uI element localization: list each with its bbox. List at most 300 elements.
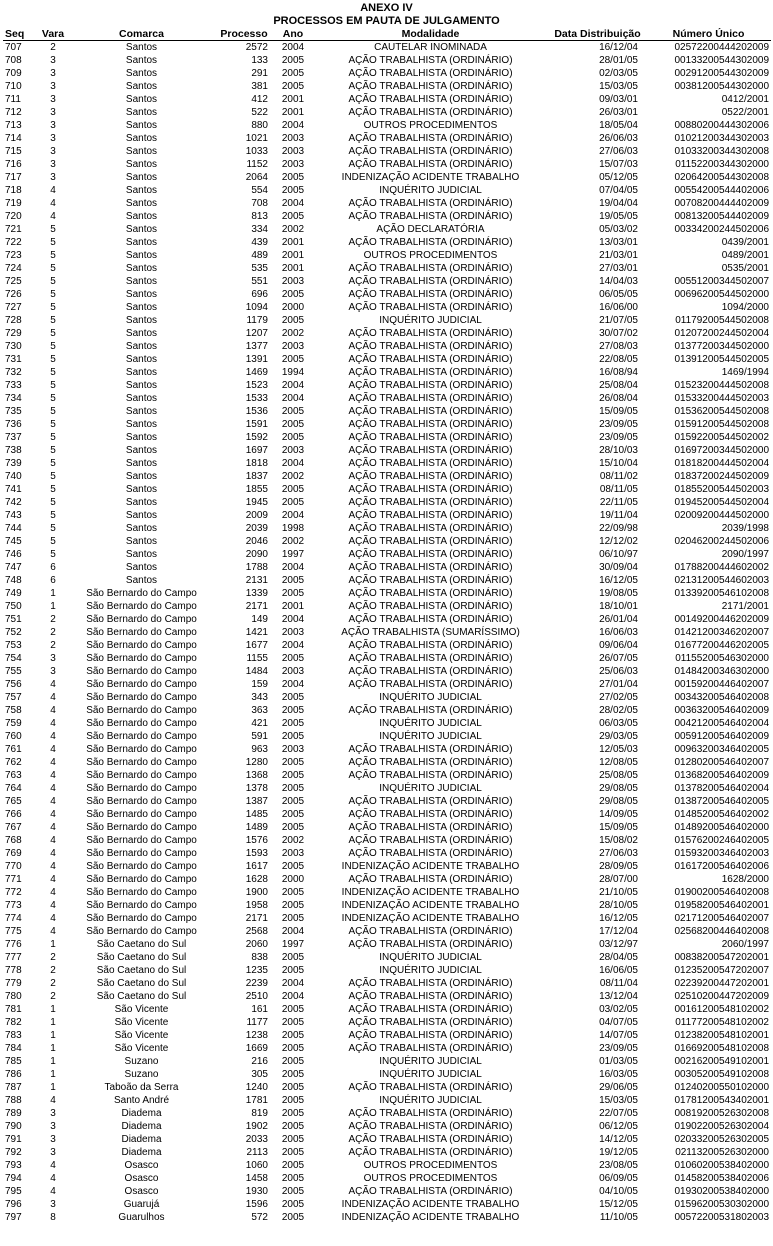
cell-ano: 2005 <box>281 861 305 872</box>
cell-seq: 735 <box>5 406 22 417</box>
cell-seq: 784 <box>5 1043 22 1054</box>
cell-vara: 8 <box>50 1212 56 1223</box>
cell-processo: 1902 <box>245 1121 268 1132</box>
cell-processo: 1592 <box>245 432 268 443</box>
cell-vara: 3 <box>50 55 56 66</box>
cell-comarca: Santos <box>125 159 158 170</box>
cell-processo: 554 <box>251 185 268 196</box>
cell-comarca: São Bernardo do Campo <box>86 926 197 937</box>
cell-processo: 1280 <box>245 757 268 768</box>
cell-processo: 2568 <box>245 926 268 937</box>
cell-seq: 764 <box>5 783 22 794</box>
cell-processo: 1368 <box>245 770 268 781</box>
cell-ano: 2005 <box>281 783 305 794</box>
cell-comarca: Osasco <box>124 1160 159 1171</box>
cell-seq: 783 <box>5 1030 22 1041</box>
cell-ano: 2000 <box>281 302 305 313</box>
cell-data-distribuicao: 21/07/05 <box>599 315 638 326</box>
cell-numero-unico: 0535/2001 <box>721 263 769 274</box>
cell-data-distribuicao: 18/05/04 <box>599 120 638 131</box>
cell-comarca: Diadema <box>121 1147 162 1158</box>
cell-seq: 707 <box>5 42 22 53</box>
cell-ano: 2002 <box>281 536 305 547</box>
cell-data-distribuicao: 16/06/00 <box>599 302 638 313</box>
table-row <box>3 1198 771 1211</box>
cell-comarca: Santos <box>125 458 158 469</box>
cell-comarca: Santos <box>125 237 158 248</box>
cell-numero-unico: 01900200546402008 <box>674 887 769 898</box>
cell-seq: 776 <box>5 939 22 950</box>
cell-numero-unico: 01368200546402009 <box>674 770 769 781</box>
table-row <box>3 431 771 444</box>
cell-numero-unico: 00591200546402009 <box>674 731 769 742</box>
cell-ano: 2003 <box>281 159 305 170</box>
cell-data-distribuicao: 06/05/05 <box>599 289 638 300</box>
table-row <box>3 340 771 353</box>
cell-ano: 2004 <box>281 978 305 989</box>
cell-numero-unico: 01596200530302000 <box>674 1199 769 1210</box>
cell-vara: 2 <box>50 627 56 638</box>
cell-seq: 796 <box>5 1199 22 1210</box>
cell-vara: 3 <box>50 107 56 118</box>
table-row <box>3 938 771 951</box>
cell-comarca: Santos <box>125 302 158 313</box>
cell-modalidade: AÇÃO TRABALHISTA (ORDINÁRIO) <box>348 549 513 560</box>
cell-processo: 1818 <box>245 458 268 469</box>
cell-ano: 2005 <box>281 900 305 911</box>
cell-processo: 880 <box>251 120 268 131</box>
cell-processo: 1523 <box>245 380 268 391</box>
cell-comarca: São Bernardo do Campo <box>86 822 197 833</box>
cell-data-distribuicao: 27/06/03 <box>599 146 638 157</box>
cell-ano: 2004 <box>281 926 305 937</box>
cell-data-distribuicao: 07/04/05 <box>599 185 638 196</box>
cell-modalidade: AÇÃO TRABALHISTA (ORDINÁRIO) <box>348 341 513 352</box>
cell-processo: 591 <box>251 731 268 742</box>
cell-ano: 2005 <box>281 913 305 924</box>
cell-comarca: São Bernardo do Campo <box>86 731 197 742</box>
cell-comarca: São Bernardo do Campo <box>86 705 197 716</box>
cell-comarca: Santos <box>125 575 158 586</box>
cell-numero-unico: 01669200548102008 <box>674 1043 769 1054</box>
table-row <box>3 327 771 340</box>
cell-ano: 2003 <box>281 744 305 755</box>
cell-data-distribuicao: 16/12/05 <box>599 575 638 586</box>
table-row <box>3 964 771 977</box>
cell-modalidade: AÇÃO TRABALHISTA (ORDINÁRIO) <box>348 536 513 547</box>
cell-comarca: Santos <box>125 354 158 365</box>
table-row <box>3 236 771 249</box>
cell-ano: 2005 <box>281 1056 305 1067</box>
cell-modalidade: AÇÃO TRABALHISTA (ORDINÁRIO) <box>348 1043 513 1054</box>
cell-modalidade: AÇÃO TRABALHISTA (ORDINÁRIO) <box>348 809 513 820</box>
cell-modalidade: AÇÃO TRABALHISTA (ORDINÁRIO) <box>348 640 513 651</box>
cell-modalidade: INQUÉRITO JUDICIAL <box>379 692 482 703</box>
cell-vara: 3 <box>50 1199 56 1210</box>
cell-vara: 4 <box>50 809 56 820</box>
cell-ano: 2005 <box>281 1004 305 1015</box>
cell-data-distribuicao: 22/11/05 <box>599 497 638 508</box>
table-row <box>3 860 771 873</box>
cell-vara: 4 <box>50 874 56 885</box>
cell-data-distribuicao: 08/11/04 <box>599 978 638 989</box>
cell-comarca: São Caetano do Sul <box>96 952 187 963</box>
cell-ano: 2005 <box>281 315 305 326</box>
cell-modalidade: INQUÉRITO JUDICIAL <box>379 783 482 794</box>
cell-comarca: Santos <box>125 81 158 92</box>
table-row <box>3 769 771 782</box>
cell-ano: 2005 <box>281 1121 305 1132</box>
cell-modalidade: OUTROS PROCEDIMENTOS <box>363 250 498 261</box>
cell-seq: 742 <box>5 497 22 508</box>
cell-data-distribuicao: 19/04/04 <box>599 198 638 209</box>
cell-numero-unico: 02064200544302008 <box>674 172 769 183</box>
cell-comarca: Osasco <box>124 1186 159 1197</box>
cell-vara: 1 <box>50 1056 56 1067</box>
cell-numero-unico: 01523200444502008 <box>674 380 769 391</box>
cell-modalidade: AÇÃO TRABALHISTA (ORDINÁRIO) <box>348 562 513 573</box>
cell-numero-unico: 01485200546402002 <box>674 809 769 820</box>
table-row <box>3 171 771 184</box>
cell-processo: 2060 <box>245 939 268 950</box>
cell-ano: 2003 <box>281 666 305 677</box>
cell-seq: 736 <box>5 419 22 430</box>
table-row <box>3 925 771 938</box>
table-row <box>3 678 771 691</box>
cell-numero-unico: 01818200444502004 <box>674 458 769 469</box>
cell-numero-unico: 01060200538402000 <box>674 1160 769 1171</box>
cell-ano: 2004 <box>281 458 305 469</box>
table-row <box>3 808 771 821</box>
table-row <box>3 704 771 717</box>
cell-data-distribuicao: 15/09/05 <box>599 406 638 417</box>
cell-vara: 3 <box>50 653 56 664</box>
cell-processo: 1788 <box>245 562 268 573</box>
table-row <box>3 54 771 67</box>
cell-modalidade: AÇÃO TRABALHISTA (ORDINÁRIO) <box>348 1108 513 1119</box>
cell-data-distribuicao: 28/10/03 <box>599 445 638 456</box>
cell-data-distribuicao: 15/10/04 <box>599 458 638 469</box>
cell-vara: 3 <box>50 133 56 144</box>
cell-seq: 728 <box>5 315 22 326</box>
cell-data-distribuicao: 27/02/05 <box>599 692 638 703</box>
cell-numero-unico: 02239200447202001 <box>674 978 769 989</box>
cell-data-distribuicao: 09/03/01 <box>599 94 638 105</box>
cell-ano: 2005 <box>281 718 305 729</box>
cell-modalidade: AÇÃO TRABALHISTA (ORDINÁRIO) <box>348 471 513 482</box>
cell-data-distribuicao: 30/07/02 <box>599 328 638 339</box>
cell-processo: 813 <box>251 211 268 222</box>
cell-processo: 2171 <box>245 601 268 612</box>
table-row <box>3 184 771 197</box>
cell-processo: 2090 <box>245 549 268 560</box>
cell-modalidade: AÇÃO TRABALHISTA (ORDINÁRIO) <box>348 133 513 144</box>
cell-vara: 4 <box>50 211 56 222</box>
cell-modalidade: AÇÃO TRABALHISTA (ORDINÁRIO) <box>348 354 513 365</box>
cell-numero-unico: 00291200544302009 <box>674 68 769 79</box>
cell-comarca: São Bernardo do Campo <box>86 887 197 898</box>
cell-modalidade: AÇÃO TRABALHISTA (ORDINÁRIO) <box>348 614 513 625</box>
cell-ano: 2005 <box>281 692 305 703</box>
cell-seq: 729 <box>5 328 22 339</box>
cell-vara: 2 <box>50 978 56 989</box>
cell-processo: 161 <box>251 1004 268 1015</box>
cell-ano: 2003 <box>281 627 305 638</box>
header-comarca: Comarca <box>69 28 214 41</box>
cell-modalidade: AÇÃO TRABALHISTA (ORDINÁRIO) <box>348 94 513 105</box>
cell-modalidade: AÇÃO TRABALHISTA (ORDINÁRIO) <box>348 1004 513 1015</box>
cell-vara: 3 <box>50 1108 56 1119</box>
cell-numero-unico: 01387200546402005 <box>674 796 769 807</box>
cell-numero-unico: 02510200447202009 <box>674 991 769 1002</box>
cell-numero-unico: 01781200543402001 <box>674 1095 769 1106</box>
cell-processo: 2239 <box>245 978 268 989</box>
cell-numero-unico: 0522/2001 <box>721 107 769 118</box>
cell-modalidade: AÇÃO TRABALHISTA (ORDINÁRIO) <box>348 406 513 417</box>
cell-processo: 2033 <box>245 1134 268 1145</box>
cell-ano: 2005 <box>281 1043 305 1054</box>
cell-comarca: Osasco <box>124 1173 159 1184</box>
cell-comarca: Santos <box>125 198 158 209</box>
cell-numero-unico: 01593200346402003 <box>674 848 769 859</box>
table-row <box>3 1211 771 1224</box>
cell-seq: 715 <box>5 146 22 157</box>
table-row <box>3 561 771 574</box>
cell-modalidade: AÇÃO TRABALHISTA (ORDINÁRIO) <box>348 432 513 443</box>
cell-comarca: Diadema <box>121 1134 162 1145</box>
cell-numero-unico: 01152200344302000 <box>675 159 769 170</box>
table-row <box>3 93 771 106</box>
cell-ano: 2004 <box>281 640 305 651</box>
table-row <box>3 80 771 93</box>
cell-comarca: Santos <box>125 393 158 404</box>
table-row <box>3 1120 771 1133</box>
cell-data-distribuicao: 13/12/04 <box>599 991 638 1002</box>
cell-ano: 2005 <box>281 1030 305 1041</box>
cell-modalidade: AÇÃO TRABALHISTA (ORDINÁRIO) <box>348 744 513 755</box>
cell-data-distribuicao: 12/05/03 <box>599 744 638 755</box>
cell-seq: 734 <box>5 393 22 404</box>
cell-numero-unico: 01591200544502008 <box>674 419 769 430</box>
cell-ano: 2004 <box>281 42 305 53</box>
cell-data-distribuicao: 28/01/05 <box>599 55 638 66</box>
cell-modalidade: AÇÃO TRABALHISTA (ORDINÁRIO) <box>348 939 513 950</box>
table-row <box>3 821 771 834</box>
cell-data-distribuicao: 06/10/97 <box>599 549 638 560</box>
cell-seq: 781 <box>5 1004 22 1015</box>
table-row <box>3 652 771 665</box>
cell-ano: 2004 <box>281 991 305 1002</box>
cell-ano: 2001 <box>281 263 305 274</box>
cell-seq: 768 <box>5 835 22 846</box>
cell-numero-unico: 01617200546402006 <box>674 861 769 872</box>
cell-ano: 2005 <box>281 172 305 183</box>
cell-seq: 724 <box>5 263 22 274</box>
cell-seq: 774 <box>5 913 22 924</box>
cell-modalidade: AÇÃO TRABALHISTA (ORDINÁRIO) <box>348 874 513 885</box>
cell-data-distribuicao: 28/10/05 <box>599 900 638 911</box>
cell-vara: 5 <box>50 263 56 274</box>
cell-numero-unico: 01377200344502000 <box>674 341 769 352</box>
cell-numero-unico: 01177200548102002 <box>675 1017 769 1028</box>
cell-comarca: Santos <box>125 549 158 560</box>
cell-ano: 2005 <box>281 965 305 976</box>
cell-numero-unico: 01155200546302000 <box>675 653 769 664</box>
cell-data-distribuicao: 14/09/05 <box>599 809 638 820</box>
cell-data-distribuicao: 14/07/05 <box>599 1030 638 1041</box>
cell-ano: 2005 <box>281 1147 305 1158</box>
cell-ano: 2005 <box>281 406 305 417</box>
cell-modalidade: AÇÃO TRABALHISTA (ORDINÁRIO) <box>348 302 513 313</box>
table-row <box>3 509 771 522</box>
table-row <box>3 444 771 457</box>
cell-data-distribuicao: 19/11/04 <box>599 510 638 521</box>
cell-numero-unico: 01576200246402005 <box>674 835 769 846</box>
cell-data-distribuicao: 21/10/05 <box>599 887 638 898</box>
cell-vara: 5 <box>50 224 56 235</box>
cell-seq: 759 <box>5 718 22 729</box>
cell-processo: 1152 <box>246 159 268 170</box>
table-row <box>3 392 771 405</box>
cell-ano: 2001 <box>281 601 305 612</box>
cell-modalidade: INDENIZAÇÃO ACIDENTE TRABALHO <box>341 861 520 872</box>
cell-data-distribuicao: 18/10/01 <box>599 601 638 612</box>
table-row <box>3 912 771 925</box>
cell-vara: 3 <box>50 1134 56 1145</box>
cell-modalidade: OUTROS PROCEDIMENTOS <box>363 1173 498 1184</box>
cell-data-distribuicao: 16/08/94 <box>599 367 638 378</box>
cell-processo: 535 <box>251 263 268 274</box>
cell-numero-unico: 00216200549102001 <box>674 1056 769 1067</box>
cell-vara: 2 <box>50 965 56 976</box>
cell-ano: 2005 <box>281 1095 305 1106</box>
cell-comarca: São Vicente <box>114 1043 169 1054</box>
cell-comarca: Santos <box>125 276 158 287</box>
cell-ano: 2005 <box>281 952 305 963</box>
cell-vara: 2 <box>50 614 56 625</box>
cell-vara: 5 <box>50 549 56 560</box>
cell-ano: 2005 <box>281 809 305 820</box>
cell-processo: 2510 <box>245 991 268 1002</box>
cell-data-distribuicao: 01/03/05 <box>599 1056 638 1067</box>
cell-vara: 5 <box>50 250 56 261</box>
cell-modalidade: INQUÉRITO JUDICIAL <box>379 1095 482 1106</box>
cell-vara: 4 <box>50 1173 56 1184</box>
cell-seq: 711 <box>5 94 21 105</box>
cell-ano: 2005 <box>281 185 305 196</box>
cell-numero-unico: 00880200444302006 <box>674 120 769 131</box>
cell-ano: 2001 <box>281 94 305 105</box>
cell-modalidade: AÇÃO TRABALHISTA (ORDINÁRIO) <box>348 1186 513 1197</box>
cell-modalidade: INQUÉRITO JUDICIAL <box>379 185 482 196</box>
cell-seq: 785 <box>5 1056 22 1067</box>
cell-seq: 738 <box>5 445 22 456</box>
cell-vara: 5 <box>50 341 56 352</box>
cell-data-distribuicao: 15/09/05 <box>599 822 638 833</box>
cell-data-distribuicao: 16/12/05 <box>599 913 638 924</box>
cell-vara: 3 <box>50 81 56 92</box>
cell-vara: 4 <box>50 1160 56 1171</box>
header-data-distribuicao: Data Distribuição <box>549 28 646 41</box>
cell-numero-unico: 00696200544502000 <box>674 289 769 300</box>
cell-processo: 1033 <box>245 146 268 157</box>
cell-modalidade: AÇÃO TRABALHISTA (ORDINÁRIO) <box>348 666 513 677</box>
cell-vara: 5 <box>50 289 56 300</box>
cell-modalidade: AÇÃO TRABALHISTA (ORDINÁRIO) <box>348 237 513 248</box>
cell-seq: 761 <box>5 744 22 755</box>
cell-seq: 747 <box>5 562 22 573</box>
cell-comarca: São Caetano do Sul <box>96 978 187 989</box>
cell-modalidade: OUTROS PROCEDIMENTOS <box>363 1160 498 1171</box>
cell-seq: 743 <box>5 510 22 521</box>
cell-numero-unico: 02046200244502006 <box>674 536 769 547</box>
cell-seq: 757 <box>5 692 22 703</box>
cell-vara: 5 <box>50 380 56 391</box>
cell-numero-unico: 02572200444202009 <box>674 42 769 53</box>
cell-numero-unico: 02009200444502000 <box>674 510 769 521</box>
cell-processo: 149 <box>251 614 268 625</box>
cell-vara: 3 <box>50 94 56 105</box>
table-row <box>3 795 771 808</box>
cell-seq: 727 <box>5 302 22 313</box>
cell-modalidade: AÇÃO TRABALHISTA (ORDINÁRIO) <box>348 328 513 339</box>
cell-ano: 2001 <box>281 107 305 118</box>
cell-processo: 1593 <box>245 848 268 859</box>
cell-comarca: Guarulhos <box>118 1212 165 1223</box>
cell-vara: 4 <box>50 731 56 742</box>
cell-comarca: São Bernardo do Campo <box>86 679 197 690</box>
cell-comarca: Santos <box>125 445 158 456</box>
cell-data-distribuicao: 02/03/05 <box>599 68 638 79</box>
cell-processo: 2046 <box>245 536 268 547</box>
cell-processo: 1094 <box>245 302 268 313</box>
cell-data-distribuicao: 06/03/05 <box>599 718 638 729</box>
cell-seq: 756 <box>5 679 22 690</box>
cell-comarca: Santos <box>125 107 158 118</box>
cell-processo: 1617 <box>245 861 268 872</box>
cell-processo: 551 <box>251 276 268 287</box>
cell-seq: 780 <box>5 991 22 1002</box>
cell-processo: 696 <box>251 289 268 300</box>
table-row <box>3 1055 771 1068</box>
cell-comarca: São Bernardo do Campo <box>86 796 197 807</box>
cell-numero-unico: 01677200446202005 <box>674 640 769 651</box>
cell-data-distribuicao: 14/04/03 <box>599 276 638 287</box>
cell-modalidade: AÇÃO TRABALHISTA (ORDINÁRIO) <box>348 523 513 534</box>
cell-seq: 767 <box>5 822 22 833</box>
cell-modalidade: AÇÃO TRABALHISTA (ORDINÁRIO) <box>348 484 513 495</box>
cell-processo: 1339 <box>245 588 268 599</box>
cell-processo: 1900 <box>245 887 268 898</box>
cell-processo: 1855 <box>245 484 268 495</box>
cell-processo: 708 <box>251 198 268 209</box>
cell-data-distribuicao: 28/04/05 <box>599 952 638 963</box>
cell-vara: 4 <box>50 913 56 924</box>
cell-data-distribuicao: 15/08/02 <box>599 835 638 846</box>
cell-comarca: São Bernardo do Campo <box>86 627 197 638</box>
cell-vara: 4 <box>50 861 56 872</box>
cell-modalidade: AÇÃO TRABALHISTA (ORDINÁRIO) <box>348 1082 513 1093</box>
cell-comarca: Suzano <box>124 1056 159 1067</box>
header-modalidade: Modalidade <box>312 28 549 41</box>
cell-data-distribuicao: 25/08/05 <box>599 770 638 781</box>
cell-modalidade: INQUÉRITO JUDICIAL <box>379 952 482 963</box>
cell-ano: 2005 <box>281 419 305 430</box>
cell-comarca: Santos <box>125 172 158 183</box>
cell-ano: 2004 <box>281 510 305 521</box>
cell-data-distribuicao: 29/08/05 <box>599 796 638 807</box>
table-row <box>3 249 771 262</box>
